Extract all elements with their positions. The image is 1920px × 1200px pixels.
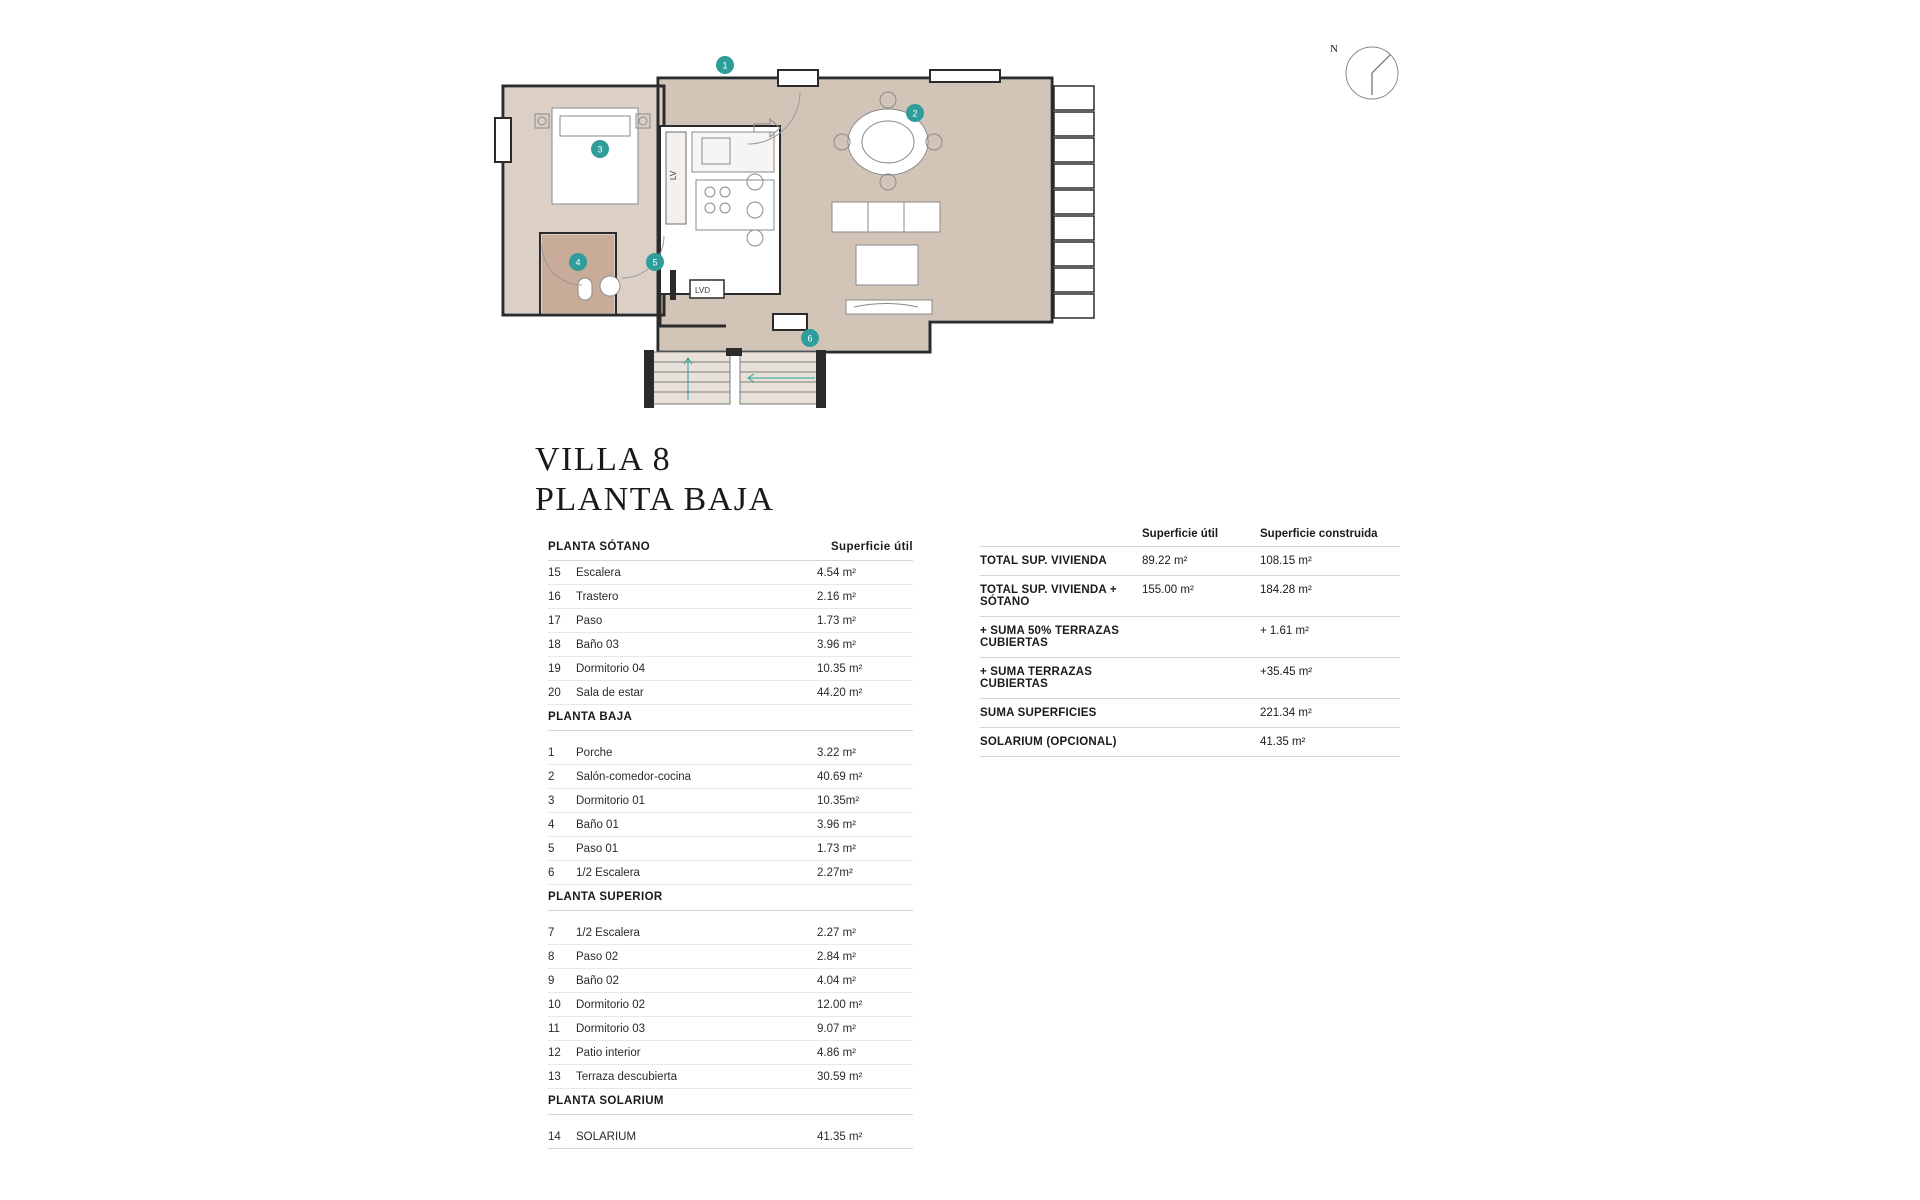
- row-useful-area: [1142, 625, 1260, 649]
- row-label: + SUMA 50% TERRAZAS CUBIERTAS: [980, 625, 1120, 649]
- row-useful-area: [1142, 736, 1260, 748]
- row-number: 10: [548, 998, 561, 1011]
- row-name: Baño 02: [576, 974, 619, 987]
- row-number: 17: [548, 614, 561, 627]
- table-row: [548, 681, 913, 705]
- table-row: [548, 861, 913, 885]
- section-title: PLANTA SÓTANO: [548, 541, 651, 553]
- table-row: [548, 765, 913, 789]
- table-row: [548, 993, 913, 1017]
- row-value: 44.20 m²: [817, 686, 863, 699]
- section-title: PLANTA SUPERIOR: [548, 891, 663, 903]
- row-useful-area: 89.22 m²: [1142, 555, 1188, 567]
- row-label: SUMA SUPERFICIES: [980, 707, 1097, 719]
- marker-5: [646, 253, 664, 271]
- row-value: 3.96 m²: [817, 818, 856, 831]
- label-lvd: LVD: [695, 286, 710, 295]
- row-name: Paso 01: [576, 842, 619, 855]
- header-built-area: Superficie construida: [1260, 528, 1378, 540]
- row-number: 12: [548, 1046, 561, 1059]
- row-name: Patio interior: [576, 1046, 641, 1059]
- row-value: 30.59 m²: [817, 1070, 863, 1083]
- row-value: 2.27m²: [817, 866, 853, 879]
- table-row: [548, 837, 913, 861]
- compass-icon: [1330, 35, 1410, 115]
- row-name: Baño 03: [576, 638, 619, 651]
- compass-north-label: N: [1330, 43, 1338, 55]
- row-number: 1: [548, 746, 555, 759]
- marker-label: 1: [722, 60, 728, 71]
- row-name: Terraza descubierta: [576, 1070, 677, 1083]
- table-row: [980, 575, 1400, 616]
- row-name: Dormitorio 01: [576, 794, 646, 807]
- section-title: PLANTA BAJA: [548, 711, 633, 723]
- row-name: Dormitorio 03: [576, 1022, 646, 1035]
- row-value: 9.07 m²: [817, 1022, 856, 1035]
- row-number: 16: [548, 590, 561, 603]
- marker-label: 3: [597, 144, 603, 155]
- row-name: 1/2 Escalera: [576, 866, 640, 879]
- marker-3: [591, 140, 609, 158]
- row-value: 3.22 m²: [817, 746, 856, 759]
- row-useful-area: [1142, 666, 1260, 690]
- row-value: 41.35 m²: [817, 1130, 863, 1143]
- marker-1: [716, 56, 734, 74]
- row-value: 10.35 m²: [817, 662, 863, 675]
- table-row: [548, 945, 913, 969]
- row-value: 2.27 m²: [817, 926, 856, 939]
- table-row: [980, 657, 1400, 698]
- row-number: 18: [548, 638, 561, 651]
- row-name: Escalera: [576, 566, 621, 579]
- row-number: 3: [548, 794, 555, 807]
- row-number: 7: [548, 926, 555, 939]
- row-number: 14: [548, 1130, 561, 1143]
- table-row: [548, 741, 913, 765]
- right-table-header: [980, 528, 1400, 546]
- row-number: 2: [548, 770, 555, 783]
- row-value: 2.16 m²: [817, 590, 856, 603]
- row-number: 4: [548, 818, 555, 831]
- row-name: Baño 01: [576, 818, 619, 831]
- marker-label: 2: [912, 108, 918, 119]
- row-number: 15: [548, 566, 561, 579]
- row-name: Dormitorio 02: [576, 998, 646, 1011]
- row-number: 5: [548, 842, 555, 855]
- table-row: [548, 585, 913, 609]
- table-row: [548, 1017, 913, 1041]
- row-name: SOLARIUM: [576, 1130, 637, 1143]
- row-built-area: + 1.61 m²: [1260, 625, 1309, 637]
- row-value: 1.73 m²: [817, 842, 856, 855]
- row-number: 9: [548, 974, 555, 987]
- row-label: TOTAL SUP. VIVIENDA: [980, 555, 1107, 567]
- table-row: [980, 546, 1400, 575]
- row-name: 1/2 Escalera: [576, 926, 640, 939]
- label-lv: LV: [669, 170, 678, 180]
- surface-table-right: [980, 528, 1400, 757]
- compass-rose: [1330, 35, 1410, 115]
- row-built-area: 108.15 m²: [1260, 555, 1312, 567]
- row-label: + SUMA TERRAZAS CUBIERTAS: [980, 666, 1093, 690]
- row-name: Trastero: [576, 590, 619, 603]
- section-header-basement: [548, 535, 913, 561]
- table-row: [548, 813, 913, 837]
- table-row: [548, 969, 913, 993]
- section-header-ground-floor: [548, 705, 913, 731]
- row-value: 40.69 m²: [817, 770, 863, 783]
- table-row: [548, 633, 913, 657]
- row-value: 4.04 m²: [817, 974, 856, 987]
- table-row: [548, 921, 913, 945]
- row-value: 1.73 m²: [817, 614, 856, 627]
- row-number: 13: [548, 1070, 561, 1083]
- row-useful-area: [1142, 707, 1260, 719]
- marker-6: [801, 329, 819, 347]
- header-blank: [980, 528, 1142, 540]
- table-row: [548, 789, 913, 813]
- row-built-area: 41.35 m²: [1260, 736, 1306, 748]
- row-number: 19: [548, 662, 561, 675]
- row-value: 2.84 m²: [817, 950, 856, 963]
- surface-table-left: [548, 535, 913, 1149]
- table-row: [980, 616, 1400, 657]
- table-row: [548, 657, 913, 681]
- table-row: [548, 1065, 913, 1089]
- table-row: [548, 561, 913, 585]
- marker-2: [906, 104, 924, 122]
- section-header-solarium: [548, 1089, 913, 1115]
- header-useful-area: Superficie útil: [1142, 528, 1219, 540]
- table-row: [548, 1125, 913, 1149]
- row-number: 6: [548, 866, 555, 879]
- row-name: Porche: [576, 746, 613, 759]
- row-label: SOLARIUM (OPCIONAL): [980, 736, 1117, 748]
- row-value: 4.86 m²: [817, 1046, 856, 1059]
- row-number: 8: [548, 950, 555, 963]
- marker-label: 4: [575, 257, 581, 268]
- row-number: 20: [548, 686, 561, 699]
- section-title: PLANTA SOLARIUM: [548, 1095, 664, 1107]
- marker-4: [569, 253, 587, 271]
- row-value: 3.96 m²: [817, 638, 856, 651]
- row-name: Paso 02: [576, 950, 619, 963]
- row-name: Dormitorio 04: [576, 662, 646, 675]
- row-label: TOTAL SUP. VIVIENDA + SÓTANO: [980, 584, 1117, 608]
- row-number: 11: [548, 1022, 560, 1035]
- row-built-area: 184.28 m²: [1260, 584, 1312, 596]
- table-row: [548, 1041, 913, 1065]
- floorplan-drawing: [575, 30, 1420, 430]
- row-useful-area: 155.00 m²: [1142, 584, 1194, 596]
- row-name: Salón-comedor-cocina: [576, 770, 692, 783]
- table-row: [980, 727, 1400, 757]
- row-name: Sala de estar: [576, 686, 644, 699]
- column-header-useful-area: Superficie útil: [830, 541, 913, 553]
- row-value: 4.54 m²: [817, 566, 856, 579]
- page-title: VILLA 8: [535, 441, 672, 478]
- marker-label: 6: [807, 333, 813, 344]
- table-row: [980, 698, 1400, 727]
- row-name: Paso: [576, 614, 603, 627]
- plan-geometry: [495, 70, 1094, 408]
- table-row: [548, 609, 913, 633]
- page-subtitle: PLANTA BAJA: [535, 481, 775, 518]
- section-header-upper-floor: [548, 885, 913, 911]
- marker-label: 5: [652, 257, 658, 268]
- title-block: [535, 440, 775, 520]
- row-value: 10.35m²: [817, 794, 860, 807]
- row-built-area: 221.34 m²: [1260, 707, 1312, 719]
- row-value: 12.00 m²: [817, 998, 863, 1011]
- row-built-area: +35.45 m²: [1260, 666, 1313, 678]
